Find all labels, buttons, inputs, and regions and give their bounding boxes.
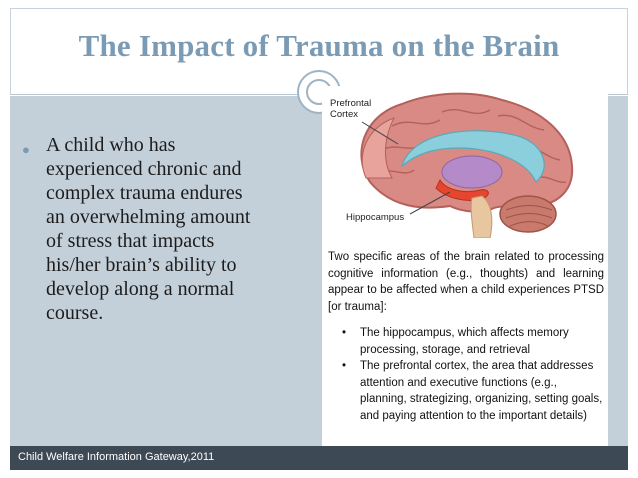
slide-title: The Impact of Trauma on the Brain (78, 28, 560, 63)
thalamus-shape (442, 156, 502, 188)
bullet-dot-icon: ● (22, 142, 30, 157)
list-item (342, 325, 604, 358)
bullet-text: A child who has experienced chronic and complex trauma endures an overwhelming amount of stress that impacts his/her brain’s ability to develop along a normal course. (46, 134, 251, 324)
list-item-text: The hippocampus, which affects memory processing, storage, and retrieval (360, 327, 569, 356)
label-prefrontal-cortex: Prefrontal Cortex (330, 98, 372, 120)
list-bullet-icon: • (342, 327, 347, 339)
bullet-item (22, 133, 302, 325)
list-item-text: The prefrontal cortex, the area that addresses attention and executive functions (e.g., planning, strategizing, organizing, setting goals, and paying attention to the important details) (360, 360, 603, 422)
list-item (342, 358, 604, 424)
figure-list (342, 325, 604, 424)
figure-caption: Two specific areas of the brain related to processing cognitive information (e.g., thoughts) and learning appear to be affected when a child experiences PTSD [or trauma]: (328, 251, 604, 313)
footer-citation: Child Welfare Information Gateway,2011 (18, 451, 215, 463)
list-bullet-icon: • (342, 360, 347, 372)
label-hippocampus: Hippocampus (346, 212, 405, 223)
